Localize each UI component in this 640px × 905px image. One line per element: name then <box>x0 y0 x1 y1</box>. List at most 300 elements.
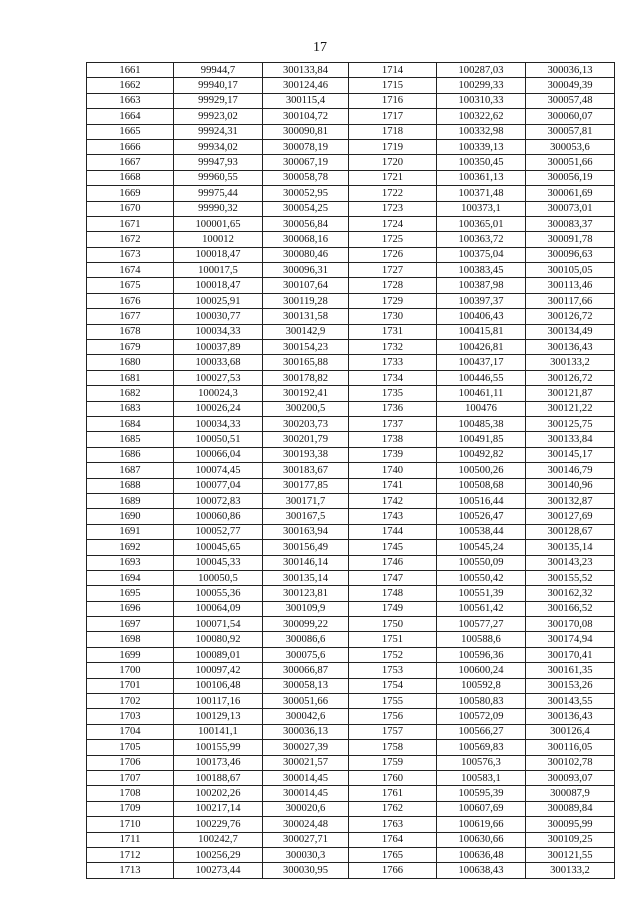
y-coordinate-left: 300051,66 <box>263 694 349 709</box>
y-coordinate-right: 300133,2 <box>526 355 615 370</box>
table-row <box>87 847 615 862</box>
table-row <box>87 124 615 139</box>
y-coordinate-right: 300056,19 <box>526 170 615 185</box>
table-row <box>87 570 615 585</box>
point-number-left: 1697 <box>87 617 174 632</box>
x-coordinate-right: 100607,69 <box>437 801 526 816</box>
y-coordinate-left: 300109,9 <box>263 601 349 616</box>
y-coordinate-right: 300117,66 <box>526 293 615 308</box>
y-coordinate-right: 300057,81 <box>526 124 615 139</box>
x-coordinate-left: 100129,13 <box>174 709 263 724</box>
x-coordinate-right: 100371,48 <box>437 186 526 201</box>
x-coordinate-left: 100052,77 <box>174 524 263 539</box>
y-coordinate-right: 300049,39 <box>526 78 615 93</box>
x-coordinate-right: 100332,98 <box>437 124 526 139</box>
x-coordinate-right: 100516,44 <box>437 493 526 508</box>
table-row <box>87 293 615 308</box>
y-coordinate-left: 300058,13 <box>263 678 349 693</box>
x-coordinate-right: 100310,33 <box>437 93 526 108</box>
point-number-right: 1747 <box>349 570 437 585</box>
table-row <box>87 832 615 847</box>
point-number-left: 1694 <box>87 570 174 585</box>
table-row <box>87 247 615 262</box>
y-coordinate-right: 300136,43 <box>526 709 615 724</box>
point-number-right: 1731 <box>349 324 437 339</box>
point-number-right: 1764 <box>349 832 437 847</box>
point-number-left: 1704 <box>87 724 174 739</box>
y-coordinate-right: 300166,52 <box>526 601 615 616</box>
point-number-right: 1717 <box>349 109 437 124</box>
x-coordinate-left: 100024,3 <box>174 386 263 401</box>
table-row <box>87 139 615 154</box>
y-coordinate-left: 300201,79 <box>263 432 349 447</box>
y-coordinate-left: 300123,81 <box>263 586 349 601</box>
table-row <box>87 278 615 293</box>
point-number-right: 1715 <box>349 78 437 93</box>
y-coordinate-left: 300177,85 <box>263 478 349 493</box>
x-coordinate-right: 100446,55 <box>437 370 526 385</box>
x-coordinate-right: 100596,36 <box>437 647 526 662</box>
point-number-right: 1718 <box>349 124 437 139</box>
y-coordinate-right: 300143,55 <box>526 694 615 709</box>
point-number-left: 1665 <box>87 124 174 139</box>
x-coordinate-left: 100066,04 <box>174 447 263 462</box>
y-coordinate-right: 300087,9 <box>526 786 615 801</box>
x-coordinate-left: 100034,33 <box>174 324 263 339</box>
point-number-left: 1685 <box>87 432 174 447</box>
y-coordinate-left: 300142,9 <box>263 324 349 339</box>
point-number-left: 1670 <box>87 201 174 216</box>
x-coordinate-left: 99923,02 <box>174 109 263 124</box>
y-coordinate-right: 300060,07 <box>526 109 615 124</box>
x-coordinate-right: 100583,1 <box>437 770 526 785</box>
point-number-right: 1748 <box>349 586 437 601</box>
y-coordinate-left: 300014,45 <box>263 770 349 785</box>
y-coordinate-left: 300156,49 <box>263 540 349 555</box>
point-number-right: 1724 <box>349 216 437 231</box>
point-number-left: 1679 <box>87 340 174 355</box>
y-coordinate-left: 300165,88 <box>263 355 349 370</box>
point-number-left: 1678 <box>87 324 174 339</box>
x-coordinate-left: 100256,29 <box>174 847 263 862</box>
table-row <box>87 401 615 416</box>
y-coordinate-right: 300136,43 <box>526 340 615 355</box>
x-coordinate-right: 100600,24 <box>437 663 526 678</box>
x-coordinate-right: 100508,68 <box>437 478 526 493</box>
table-row <box>87 678 615 693</box>
x-coordinate-right: 100383,45 <box>437 263 526 278</box>
y-coordinate-right: 300174,94 <box>526 632 615 647</box>
y-coordinate-left: 300067,19 <box>263 155 349 170</box>
table-row <box>87 709 615 724</box>
y-coordinate-left: 300200,5 <box>263 401 349 416</box>
point-number-left: 1667 <box>87 155 174 170</box>
x-coordinate-left: 100018,47 <box>174 247 263 262</box>
table-row <box>87 309 615 324</box>
x-coordinate-left: 100001,65 <box>174 216 263 231</box>
point-number-left: 1669 <box>87 186 174 201</box>
y-coordinate-right: 300134,49 <box>526 324 615 339</box>
x-coordinate-right: 100397,37 <box>437 293 526 308</box>
point-number-right: 1735 <box>349 386 437 401</box>
point-number-left: 1705 <box>87 740 174 755</box>
table-row <box>87 432 615 447</box>
point-number-left: 1701 <box>87 678 174 693</box>
x-coordinate-right: 100350,45 <box>437 155 526 170</box>
y-coordinate-left: 300167,5 <box>263 509 349 524</box>
point-number-left: 1707 <box>87 770 174 785</box>
x-coordinate-left: 100012 <box>174 232 263 247</box>
point-number-left: 1686 <box>87 447 174 462</box>
coordinates-table-body <box>87 63 615 879</box>
table-row <box>87 447 615 462</box>
y-coordinate-right: 300102,78 <box>526 755 615 770</box>
point-number-left: 1683 <box>87 401 174 416</box>
x-coordinate-left: 100141,1 <box>174 724 263 739</box>
x-coordinate-left: 100071,54 <box>174 617 263 632</box>
point-number-left: 1703 <box>87 709 174 724</box>
y-coordinate-left: 300056,84 <box>263 216 349 231</box>
x-coordinate-left: 99934,02 <box>174 139 263 154</box>
point-number-left: 1687 <box>87 463 174 478</box>
table-row <box>87 216 615 231</box>
x-coordinate-left: 100037,89 <box>174 340 263 355</box>
point-number-left: 1663 <box>87 93 174 108</box>
y-coordinate-right: 300155,52 <box>526 570 615 585</box>
point-number-left: 1680 <box>87 355 174 370</box>
y-coordinate-right: 300089,84 <box>526 801 615 816</box>
table-row <box>87 493 615 508</box>
point-number-right: 1730 <box>349 309 437 324</box>
table-row <box>87 155 615 170</box>
page-number: 17 <box>313 40 327 55</box>
x-coordinate-left: 100173,46 <box>174 755 263 770</box>
y-coordinate-right: 300113,46 <box>526 278 615 293</box>
table-row <box>87 555 615 570</box>
y-coordinate-left: 300078,19 <box>263 139 349 154</box>
x-coordinate-right: 100426,81 <box>437 340 526 355</box>
point-number-right: 1741 <box>349 478 437 493</box>
table-row <box>87 817 615 832</box>
point-number-right: 1720 <box>349 155 437 170</box>
y-coordinate-left: 300042,6 <box>263 709 349 724</box>
y-coordinate-right: 300109,25 <box>526 832 615 847</box>
point-number-left: 1661 <box>87 63 174 78</box>
x-coordinate-right: 100638,43 <box>437 863 526 878</box>
y-coordinate-left: 300193,38 <box>263 447 349 462</box>
point-number-left: 1706 <box>87 755 174 770</box>
y-coordinate-right: 300116,05 <box>526 740 615 755</box>
y-coordinate-right: 300135,14 <box>526 540 615 555</box>
y-coordinate-right: 300057,48 <box>526 93 615 108</box>
x-coordinate-right: 100630,66 <box>437 832 526 847</box>
point-number-right: 1762 <box>349 801 437 816</box>
x-coordinate-right: 100373,1 <box>437 201 526 216</box>
table-row <box>87 463 615 478</box>
y-coordinate-right: 300146,79 <box>526 463 615 478</box>
x-coordinate-left: 99960,55 <box>174 170 263 185</box>
x-coordinate-right: 100491,85 <box>437 432 526 447</box>
y-coordinate-right: 300127,69 <box>526 509 615 524</box>
x-coordinate-right: 100592,8 <box>437 678 526 693</box>
x-coordinate-left: 100080,92 <box>174 632 263 647</box>
y-coordinate-left: 300203,73 <box>263 416 349 431</box>
x-coordinate-right: 100636,48 <box>437 847 526 862</box>
point-number-right: 1752 <box>349 647 437 662</box>
y-coordinate-left: 300146,14 <box>263 555 349 570</box>
x-coordinate-right: 100561,42 <box>437 601 526 616</box>
point-number-right: 1736 <box>349 401 437 416</box>
point-number-right: 1716 <box>349 93 437 108</box>
y-coordinate-left: 300135,14 <box>263 570 349 585</box>
y-coordinate-left: 300014,45 <box>263 786 349 801</box>
point-number-right: 1725 <box>349 232 437 247</box>
x-coordinate-right: 100550,09 <box>437 555 526 570</box>
y-coordinate-left: 300104,72 <box>263 109 349 124</box>
point-number-left: 1708 <box>87 786 174 801</box>
y-coordinate-left: 300086,6 <box>263 632 349 647</box>
point-number-right: 1753 <box>349 663 437 678</box>
x-coordinate-left: 100242,7 <box>174 832 263 847</box>
x-coordinate-left: 100025,91 <box>174 293 263 308</box>
x-coordinate-left: 100027,53 <box>174 370 263 385</box>
x-coordinate-left: 100273,44 <box>174 863 263 878</box>
x-coordinate-left: 100064,09 <box>174 601 263 616</box>
y-coordinate-right: 300133,84 <box>526 432 615 447</box>
point-number-right: 1732 <box>349 340 437 355</box>
x-coordinate-right: 100572,09 <box>437 709 526 724</box>
y-coordinate-left: 300107,64 <box>263 278 349 293</box>
point-number-left: 1710 <box>87 817 174 832</box>
point-number-right: 1744 <box>349 524 437 539</box>
table-row <box>87 801 615 816</box>
x-coordinate-left: 100018,47 <box>174 278 263 293</box>
y-coordinate-right: 300083,37 <box>526 216 615 231</box>
point-number-right: 1763 <box>349 817 437 832</box>
table-row <box>87 632 615 647</box>
table-row <box>87 78 615 93</box>
x-coordinate-left: 100089,01 <box>174 647 263 662</box>
table-row <box>87 524 615 539</box>
point-number-right: 1733 <box>349 355 437 370</box>
point-number-left: 1699 <box>87 647 174 662</box>
y-coordinate-right: 300105,05 <box>526 263 615 278</box>
point-number-left: 1700 <box>87 663 174 678</box>
coordinates-table <box>86 62 615 879</box>
point-number-right: 1745 <box>349 540 437 555</box>
x-coordinate-left: 100017,5 <box>174 263 263 278</box>
x-coordinate-left: 100229,76 <box>174 817 263 832</box>
x-coordinate-right: 100569,83 <box>437 740 526 755</box>
point-number-left: 1690 <box>87 509 174 524</box>
x-coordinate-left: 100033,68 <box>174 355 263 370</box>
y-coordinate-right: 300140,96 <box>526 478 615 493</box>
x-coordinate-right: 100566,27 <box>437 724 526 739</box>
x-coordinate-left: 100026,24 <box>174 401 263 416</box>
point-number-right: 1756 <box>349 709 437 724</box>
point-number-right: 1750 <box>349 617 437 632</box>
table-row <box>87 740 615 755</box>
point-number-left: 1682 <box>87 386 174 401</box>
y-coordinate-right: 300091,78 <box>526 232 615 247</box>
point-number-right: 1729 <box>349 293 437 308</box>
x-coordinate-right: 100437,17 <box>437 355 526 370</box>
y-coordinate-right: 300053,6 <box>526 139 615 154</box>
point-number-left: 1664 <box>87 109 174 124</box>
point-number-left: 1713 <box>87 863 174 878</box>
x-coordinate-right: 100576,3 <box>437 755 526 770</box>
point-number-right: 1761 <box>349 786 437 801</box>
y-coordinate-left: 300154,23 <box>263 340 349 355</box>
x-coordinate-right: 100361,13 <box>437 170 526 185</box>
y-coordinate-left: 300192,41 <box>263 386 349 401</box>
y-coordinate-left: 300030,3 <box>263 847 349 862</box>
x-coordinate-left: 99924,31 <box>174 124 263 139</box>
x-coordinate-right: 100299,33 <box>437 78 526 93</box>
point-number-left: 1666 <box>87 139 174 154</box>
table-row <box>87 186 615 201</box>
x-coordinate-left: 100050,51 <box>174 432 263 447</box>
y-coordinate-left: 300178,82 <box>263 370 349 385</box>
y-coordinate-right: 300093,07 <box>526 770 615 785</box>
x-coordinate-left: 100072,83 <box>174 493 263 508</box>
y-coordinate-left: 300119,28 <box>263 293 349 308</box>
x-coordinate-right: 100375,04 <box>437 247 526 262</box>
y-coordinate-right: 300121,55 <box>526 847 615 862</box>
table-row <box>87 370 615 385</box>
point-number-left: 1702 <box>87 694 174 709</box>
y-coordinate-right: 300096,63 <box>526 247 615 262</box>
x-coordinate-left: 100050,5 <box>174 570 263 585</box>
y-coordinate-left: 300058,78 <box>263 170 349 185</box>
y-coordinate-left: 300036,13 <box>263 724 349 739</box>
y-coordinate-right: 300121,22 <box>526 401 615 416</box>
point-number-left: 1689 <box>87 493 174 508</box>
point-number-right: 1726 <box>349 247 437 262</box>
y-coordinate-right: 300145,17 <box>526 447 615 462</box>
x-coordinate-left: 100106,48 <box>174 678 263 693</box>
y-coordinate-left: 300131,58 <box>263 309 349 324</box>
table-row <box>87 416 615 431</box>
x-coordinate-left: 100060,86 <box>174 509 263 524</box>
x-coordinate-left: 100045,33 <box>174 555 263 570</box>
x-coordinate-right: 100577,27 <box>437 617 526 632</box>
table-row <box>87 478 615 493</box>
point-number-right: 1740 <box>349 463 437 478</box>
y-coordinate-left: 300030,95 <box>263 863 349 878</box>
table-row <box>87 386 615 401</box>
table-row <box>87 170 615 185</box>
y-coordinate-left: 300171,7 <box>263 493 349 508</box>
table-row <box>87 232 615 247</box>
y-coordinate-left: 300090,81 <box>263 124 349 139</box>
y-coordinate-left: 300066,87 <box>263 663 349 678</box>
point-number-left: 1688 <box>87 478 174 493</box>
x-coordinate-right: 100551,39 <box>437 586 526 601</box>
y-coordinate-right: 300036,13 <box>526 63 615 78</box>
y-coordinate-left: 300099,22 <box>263 617 349 632</box>
point-number-left: 1675 <box>87 278 174 293</box>
table-row <box>87 340 615 355</box>
point-number-left: 1662 <box>87 78 174 93</box>
y-coordinate-right: 300121,87 <box>526 386 615 401</box>
point-number-right: 1743 <box>349 509 437 524</box>
y-coordinate-left: 300021,57 <box>263 755 349 770</box>
point-number-left: 1677 <box>87 309 174 324</box>
x-coordinate-right: 100387,98 <box>437 278 526 293</box>
point-number-left: 1676 <box>87 293 174 308</box>
point-number-left: 1673 <box>87 247 174 262</box>
x-coordinate-right: 100619,66 <box>437 817 526 832</box>
y-coordinate-right: 300133,2 <box>526 863 615 878</box>
x-coordinate-right: 100415,81 <box>437 324 526 339</box>
x-coordinate-right: 100287,03 <box>437 63 526 78</box>
table-row <box>87 109 615 124</box>
y-coordinate-right: 300126,72 <box>526 370 615 385</box>
x-coordinate-right: 100492,82 <box>437 447 526 462</box>
point-number-right: 1765 <box>349 847 437 862</box>
x-coordinate-left: 99940,17 <box>174 78 263 93</box>
point-number-right: 1714 <box>349 63 437 78</box>
point-number-right: 1722 <box>349 186 437 201</box>
table-row <box>87 755 615 770</box>
point-number-left: 1668 <box>87 170 174 185</box>
y-coordinate-left: 300163,94 <box>263 524 349 539</box>
x-coordinate-left: 99947,93 <box>174 155 263 170</box>
point-number-left: 1692 <box>87 540 174 555</box>
table-row <box>87 201 615 216</box>
y-coordinate-right: 300126,72 <box>526 309 615 324</box>
x-coordinate-left: 100202,26 <box>174 786 263 801</box>
table-row <box>87 540 615 555</box>
x-coordinate-left: 99990,32 <box>174 201 263 216</box>
point-number-right: 1737 <box>349 416 437 431</box>
point-number-left: 1672 <box>87 232 174 247</box>
point-number-left: 1695 <box>87 586 174 601</box>
y-coordinate-left: 300068,16 <box>263 232 349 247</box>
y-coordinate-left: 300027,39 <box>263 740 349 755</box>
y-coordinate-left: 300080,46 <box>263 247 349 262</box>
point-number-right: 1759 <box>349 755 437 770</box>
x-coordinate-right: 100580,83 <box>437 694 526 709</box>
table-row <box>87 863 615 878</box>
x-coordinate-right: 100406,43 <box>437 309 526 324</box>
x-coordinate-left: 100030,77 <box>174 309 263 324</box>
point-number-left: 1712 <box>87 847 174 862</box>
y-coordinate-left: 300183,67 <box>263 463 349 478</box>
point-number-right: 1758 <box>349 740 437 755</box>
x-coordinate-left: 100055,36 <box>174 586 263 601</box>
point-number-right: 1766 <box>349 863 437 878</box>
x-coordinate-left: 99944,7 <box>174 63 263 78</box>
point-number-left: 1691 <box>87 524 174 539</box>
x-coordinate-left: 100117,16 <box>174 694 263 709</box>
point-number-right: 1760 <box>349 770 437 785</box>
point-number-right: 1727 <box>349 263 437 278</box>
y-coordinate-right: 300162,32 <box>526 586 615 601</box>
point-number-right: 1728 <box>349 278 437 293</box>
x-coordinate-left: 100074,45 <box>174 463 263 478</box>
y-coordinate-left: 300020,6 <box>263 801 349 816</box>
point-number-right: 1738 <box>349 432 437 447</box>
point-number-right: 1757 <box>349 724 437 739</box>
table-row <box>87 263 615 278</box>
y-coordinate-right: 300126,4 <box>526 724 615 739</box>
point-number-right: 1719 <box>349 139 437 154</box>
y-coordinate-left: 300052,95 <box>263 186 349 201</box>
point-number-left: 1684 <box>87 416 174 431</box>
x-coordinate-right: 100595,39 <box>437 786 526 801</box>
